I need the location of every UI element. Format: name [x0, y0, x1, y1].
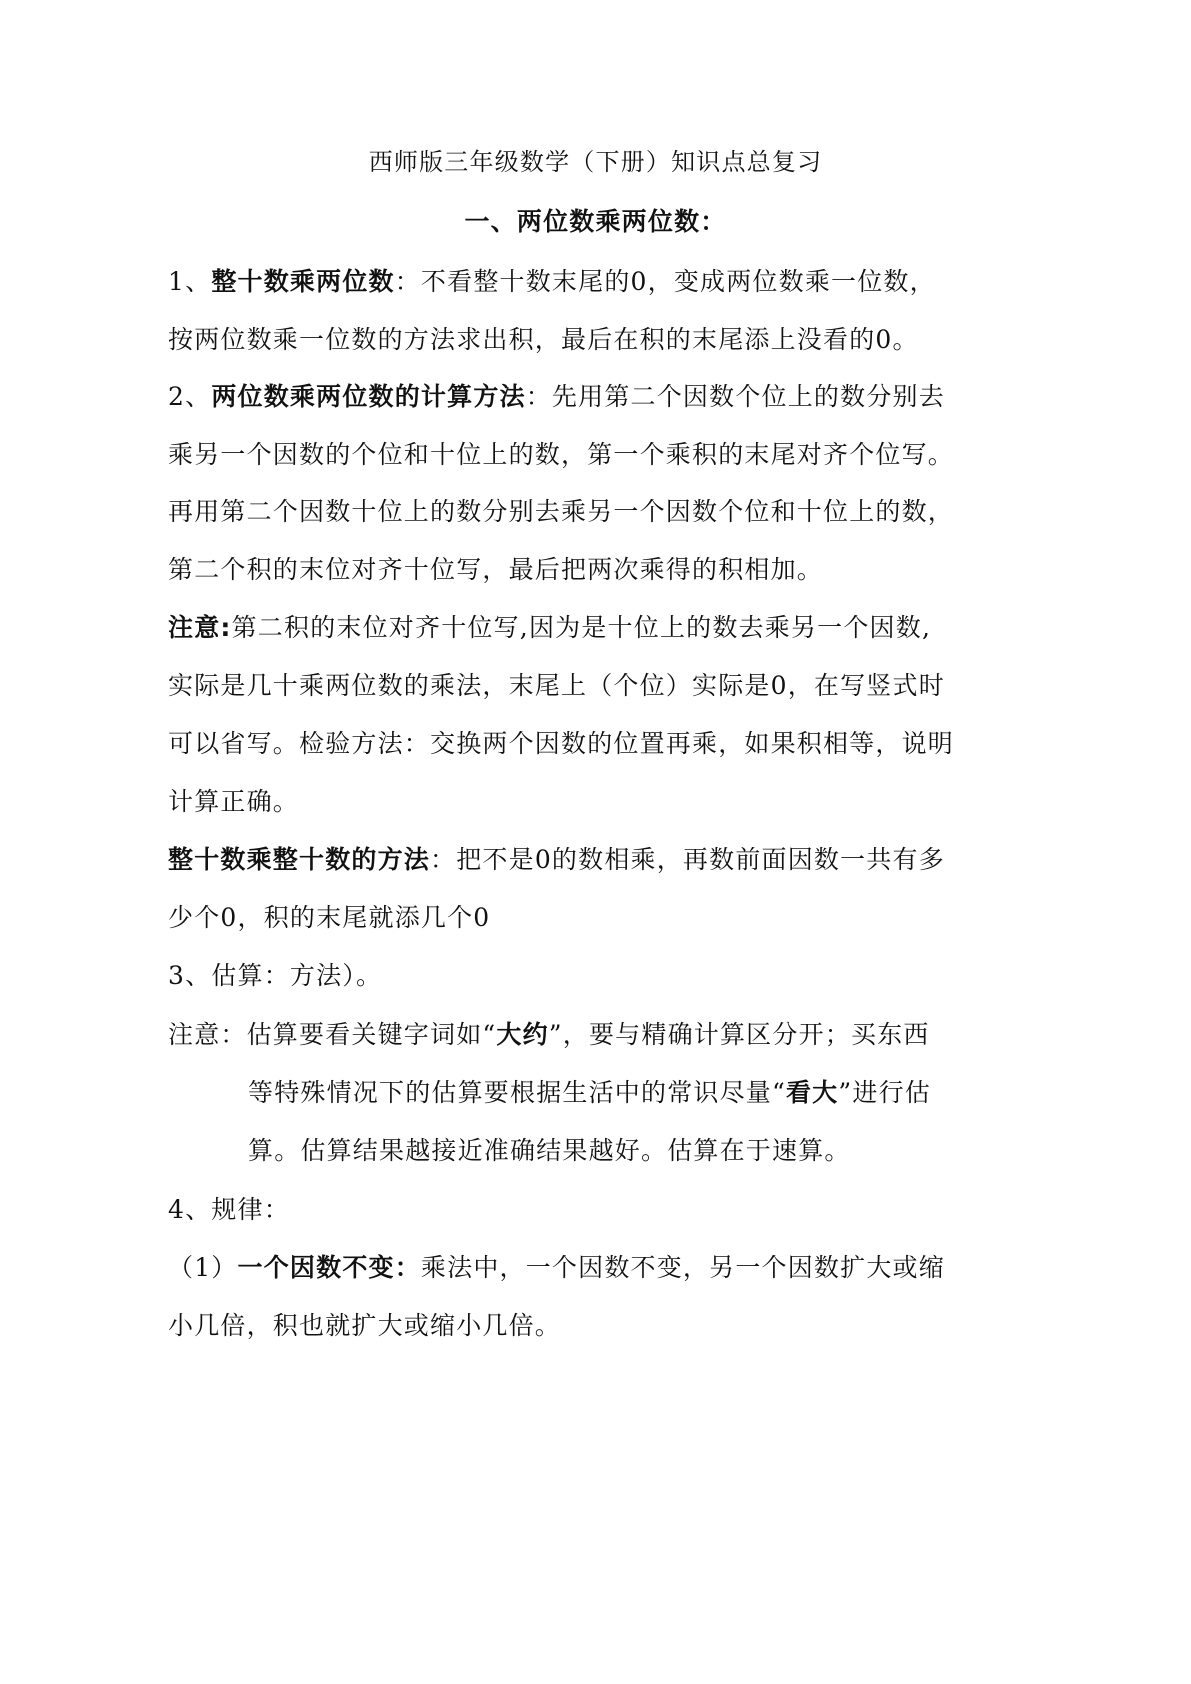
text-line	[248, 1077, 931, 1109]
bold-term: 两位数乘两位数的计算方法	[211, 382, 526, 411]
text-segment: （1）	[168, 1253, 238, 1282]
text-segment: ”，要与精确计算区分开；买东西	[548, 1020, 930, 1049]
text-segment: 按两位数乘一位数的方法求出积，最后在积的末尾添上没看的0。	[168, 325, 919, 354]
text-segment: 第二个积的末位对齐十位写，最后把两次乘得的积相加。	[168, 555, 824, 584]
text-line	[168, 902, 490, 934]
text-line	[168, 1310, 561, 1342]
text-line	[168, 1194, 290, 1226]
bold-term: 看大	[785, 1078, 839, 1107]
text-segment: ：不看整十数末尾的0，变成两位数乘一位数，	[394, 267, 936, 296]
text-line	[168, 612, 931, 644]
text-line	[168, 496, 954, 528]
text-segment: 第二积的末位对齐十位写,因为是十位上的数去乘另一个因数,	[231, 613, 932, 642]
text-segment: ：先用第二个因数个位上的数分别去	[525, 382, 945, 411]
text-line	[168, 786, 299, 818]
text-segment: 3、估算：方法）。	[168, 961, 383, 990]
text-segment: 1、	[168, 267, 212, 296]
text-segment: 算。估算结果越接近准确结果越好。估算在于速算。	[248, 1136, 851, 1165]
text-line	[168, 670, 945, 702]
section-heading: 一、两位数乘两位数：	[464, 207, 727, 236]
text-line	[168, 1252, 945, 1284]
text-segment: 等特殊情况下的估算要根据生活中的常识尽量“	[248, 1078, 786, 1107]
bold-term: 整十数乘两位数	[211, 267, 395, 296]
text-segment: 小几倍，积也就扩大或缩小几倍。	[168, 1311, 562, 1340]
text-line	[168, 439, 954, 471]
text-line	[168, 1019, 930, 1051]
text-line	[168, 728, 954, 760]
bold-term: 注意:	[168, 613, 232, 642]
text-segment: 计算正确。	[168, 787, 300, 816]
text-segment: 乘法中，一个因数不变，另一个因数扩大或缩	[420, 1253, 945, 1282]
text-segment: 注意：估算要看关键字词如“	[168, 1020, 497, 1049]
text-segment: ：把不是0的数相乘，再数前面因数一共有多	[430, 845, 945, 874]
text-segment: 实际是几十乘两位数的乘法，末尾上（个位）实际是0，在写竖式时	[168, 671, 945, 700]
text-segment: 再用第二个因数十位上的数分别去乘另一个因数个位和十位上的数，	[168, 497, 955, 526]
bold-term: 大约	[496, 1020, 549, 1049]
text-line	[168, 381, 945, 413]
text-line	[168, 960, 382, 992]
text-line	[248, 1135, 851, 1167]
text-segment: 可以省写。检验方法：交换两个因数的位置再乘，如果积相等，说明	[168, 729, 955, 758]
bold-term: 一个因数不变：	[237, 1253, 421, 1282]
text-line	[168, 844, 945, 876]
text-line	[168, 324, 919, 356]
bold-term: 整十数乘整十数的方法	[168, 845, 431, 874]
text-segment: 乘另一个因数的个位和十位上的数，第一个乘积的末尾对齐个位写。	[168, 440, 955, 469]
text-line	[168, 554, 823, 586]
text-segment: 4、规律：	[168, 1195, 290, 1224]
text-segment: 少个0，积的末尾就添几个0	[168, 903, 491, 932]
text-segment: 2、	[168, 382, 212, 411]
text-line	[168, 266, 936, 298]
document-title: 西师版三年级数学（下册）知识点总复习	[368, 148, 823, 176]
text-segment: ”进行估	[838, 1078, 931, 1107]
